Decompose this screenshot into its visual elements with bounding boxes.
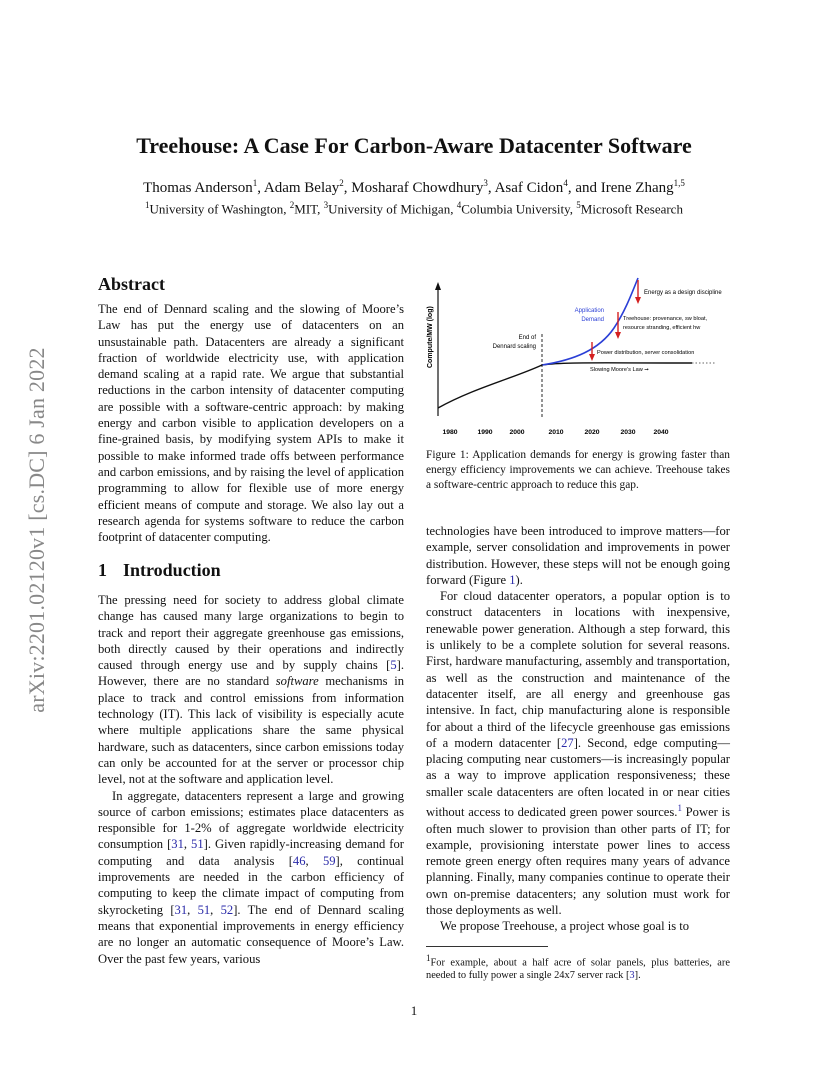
intro-text <box>98 592 404 967</box>
author-name: Asaf Cidon <box>494 180 564 196</box>
power-arrow-head <box>589 354 595 361</box>
text-run: ]. However, there are no standard <box>98 658 404 689</box>
text-run: ). <box>515 572 523 587</box>
abstract-heading: Abstract <box>98 274 165 294</box>
footnote-number: 1 <box>426 953 431 963</box>
figure-reference-link[interactable]: 1 <box>509 572 516 587</box>
left-column <box>98 301 404 545</box>
figure-1-diagram <box>424 268 732 440</box>
arxiv-id-text: arXiv:2201.02120v1 [cs.DC] 6 Jan 2022 <box>24 347 49 713</box>
x-tick-label: 2000 <box>509 429 525 436</box>
y-axis-label: Compute/MW (log) <box>427 306 434 368</box>
text-run: ]. Second, edge computing—placing computing near customers—is increasingly popular as a way to improve application responsiveness; these smaller scale datacenters are often located in or near cities without access to dedicated green power sources. <box>426 735 730 820</box>
author-affil-sup: 4 <box>563 178 568 188</box>
power-distribution-label: Power distribution, server consolidation <box>597 350 695 356</box>
footnote-marker[interactable]: 1 <box>677 803 682 814</box>
energy-discipline-label: Energy as a design discipline <box>644 290 722 296</box>
affiliation: Microsoft Research <box>580 201 683 217</box>
text-run: For example, about a half acre of solar panels, plus batteries, are needed to fully power a single 24x7 server rack [ <box>426 957 730 982</box>
author-affil-sup: 1 <box>252 178 258 188</box>
citation-link[interactable]: 27 <box>561 735 574 750</box>
citation-link[interactable]: 5 <box>390 658 397 673</box>
citation-link[interactable]: 46 <box>292 853 306 868</box>
section-heading-introduction <box>98 560 221 581</box>
citation-link[interactable]: 31 <box>171 837 184 852</box>
y-axis-arrowhead <box>435 282 441 290</box>
dennard-label-line2: Dennard scaling <box>492 344 536 350</box>
author-name: Mosharaf Chowdhury <box>351 180 484 196</box>
citation-link[interactable]: 59 <box>322 853 336 868</box>
figure-caption <box>426 448 730 493</box>
page-number: 1 <box>410 1003 418 1018</box>
caption-text: Application demands for energy is growing faster than energy efficiency improvements we can achieve. Treehouse takes a software-centric approach to reduce this gap. <box>426 449 730 491</box>
affiliation-list: $^1$University of Washington, $^2$MIT, $^3$University of Michigan, $^4$Columbia University, $^5$Microsoft Research <box>145 200 683 217</box>
app-demand-label-line1: Application <box>574 308 604 314</box>
text-run: In aggregate, datacenters represent a large and growing source of carbon emissions; estimates place datacenters as responsible for 1-2% of aggregate worldwide electricity consumption [ <box>98 788 404 852</box>
text-run: ]. <box>634 970 641 982</box>
right-paragraph-1 <box>426 523 730 588</box>
text-run: , <box>210 902 221 917</box>
text-run: For cloud datacenter operators, a popular option is to construct datacenters in locations with inexpensive, renewable power generation. Although a step forward, this is unlikely to be a complete solution for several reasons. First, hardware manufacturing, assembly and transportation, as well as the construction and maintenance of the datacenter itself, are all energy and greenhouse gas intensive. In fact, chip manufacturing alone is responsible for about a third of the lifecycle greenhouse gas emissions of a modern datacenter [ <box>426 589 730 750</box>
affil-sup: 5 <box>576 200 581 210</box>
text-run: ]. Given rapidly-increasing demand for computing and data analysis [ <box>98 837 404 868</box>
slowing-moore-label: Slowing Moore’s Law ➞ <box>590 367 649 373</box>
citation-link[interactable]: 52 <box>220 902 234 917</box>
footnote <box>426 952 730 982</box>
paper-title: Treehouse: A Case For Carbon-Aware Datacenter Software <box>136 133 692 158</box>
intro-paragraph-2 <box>98 788 404 967</box>
footnote-divider <box>426 946 548 947</box>
text-run: ], continual improvements are needed in the carbon efficiency of computing to keep the climate impact of computing from skyrocketing [ <box>98 853 405 917</box>
treehouse-label-line1: Treehouse: provenance, sw bloat, <box>623 316 708 322</box>
affil-sup: 2 <box>289 200 295 210</box>
right-paragraph-2 <box>426 588 730 918</box>
affiliation: Columbia University <box>461 201 570 217</box>
text-run: The pressing need for society to address global climate change has caused many large organizations to begin to track and report their aggregate greenhouse gas emissions, both directly caused by their operations and indirectly caused through energy use and by supply chains [ <box>98 593 404 673</box>
author-name: Adam Belay <box>263 180 340 196</box>
affiliation: University of Michigan <box>328 201 451 217</box>
text-run: , <box>187 902 198 917</box>
author-list: Thomas Anderson$^1$, Adam Belay$^2$, Mosharaf Chowdhury$^3$, Asaf Cidon$^4$, and Irene Zhang$^{1,5}$ <box>143 178 685 196</box>
author-affil-sup: 1,5 <box>673 178 685 188</box>
text-run: ]. The end of Dennard scaling means that exponential improvements in energy efficiency are no longer an automatic consequence of Moore’s Law. Over the past few years, various <box>98 902 404 966</box>
x-tick-label: 1990 <box>477 429 493 436</box>
text-run: , <box>183 837 192 852</box>
section-number: 1 <box>98 560 107 580</box>
caption-label: Figure 1: <box>426 449 469 461</box>
author-name: Thomas Anderson <box>143 180 253 196</box>
app-demand-label-line2: Demand <box>581 317 604 323</box>
affil-sup: 4 <box>456 200 462 210</box>
citation-link[interactable]: 51 <box>197 902 211 917</box>
x-tick-label: 2030 <box>620 429 636 436</box>
right-column <box>426 523 730 935</box>
x-tick-label: 2020 <box>584 429 600 436</box>
efficiency-curve <box>438 363 692 408</box>
right-paragraph-3: We propose Treehouse, a project whose goal is to <box>440 919 690 934</box>
text-run: mechanisms in place to track and control emissions from information technology (IT). This lack of visibility is especially acute where multiple applications share the same physical hardware, such as datacenters, since carbon emissions today can only be accounted for at the server or processor chip level, not at the software and application level. <box>98 674 404 787</box>
dennard-label-line1: End of <box>518 335 536 341</box>
energy-arrow-head <box>635 297 641 304</box>
intro-paragraph-1 <box>98 592 404 788</box>
author-affil-sup: 2 <box>339 178 344 188</box>
arxiv-identifier <box>22 300 52 760</box>
citation-link[interactable]: 31 <box>174 902 188 917</box>
author-affil-sup: 3 <box>483 178 488 188</box>
author-name: Irene Zhang <box>600 180 674 196</box>
affiliation: University of Washington <box>149 201 284 217</box>
x-tick-label: 2010 <box>548 429 564 436</box>
affil-sup: 1 <box>145 200 150 210</box>
text-run: technologies have been introduced to improve matters—for example, server consolidation and improvements in power distribution. However, these steps will not be enough going forward (Figure <box>426 524 730 587</box>
section-title: Introduction <box>123 560 221 580</box>
x-tick-label: 2040 <box>653 429 669 436</box>
text-run: Power is often much slower to provision than other parts of IT; for example, provisioning interstate power lines to access remote green energy often requires many years of advance planning. Finally, many companies continue to operate their own on-premise datacenters; any solution must work for those deployments as well. <box>426 805 730 918</box>
treehouse-arrow-head <box>615 332 621 339</box>
affil-sup: 3 <box>323 200 329 210</box>
citation-link[interactable]: 51 <box>191 837 204 852</box>
abstract-text: The end of Dennard scaling and the slowing of Moore’s Law has put the energy use of datacenters on an unsustainable path. Datacenters are already a significant fraction of worldwide electricity use, with application demand scaling at a rapid rate. We argue that substantial reductions in the carbon intensity of datacenter computing are possible with a software-centric approach: by making energy and carbon visible to application developers on a fine-grained basis, by modifying system APIs to make it possible to make informed trade offs between performance and carbon emissions, and by raising the level of application programming to allow for flexible use of more energy efficient means of compute and storage. We also lay out a research agenda for systems software to reduce the carbon footprint of datacenter computing. <box>98 302 404 545</box>
affiliation: MIT <box>294 201 318 217</box>
treehouse-label-line2: resource stranding, efficient hw <box>623 325 701 331</box>
x-tick-label: 1980 <box>442 429 458 436</box>
citation-link[interactable]: 3 <box>629 970 635 982</box>
text-run: , <box>305 853 323 868</box>
emphasis: software <box>275 674 319 689</box>
